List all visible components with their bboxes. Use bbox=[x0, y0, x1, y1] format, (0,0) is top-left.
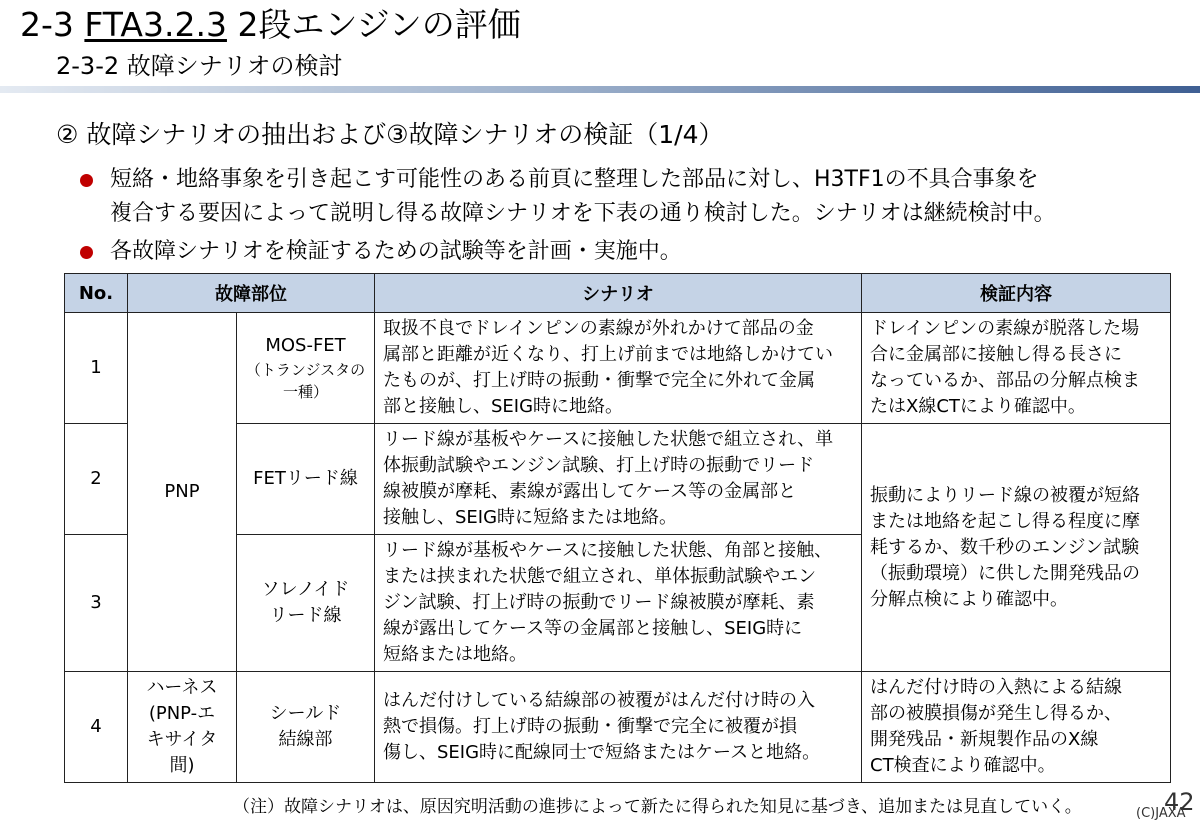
section-title: ② 故障シナリオの抽出および③故障シナリオの検証（1/4） bbox=[56, 120, 724, 149]
title-prefix: 2-3 bbox=[20, 5, 74, 44]
verification-cell: ドレインピンの素線が脱落した場 合に金属部に接触し得る長さに なっているか、部品の分解点検ま たはX線CTにより確認中。 bbox=[862, 313, 1171, 424]
failure-scenario-table bbox=[64, 273, 1171, 783]
scenario-cell: 取扱不良でドレインピンの素線が外れかけて部品の金 属部と距離が近くなり、打上げ前までは地絡しかけてい たものが、打上げ時の振動・衝撃で完全に外れて金属 部と接触し、SEIG時に地絡。 bbox=[375, 313, 862, 424]
scenario-cell: はんだ付けしている結線部の被覆がはんだ付け時の入 熱で損傷。打上げ時の振動・衝撃で完全に被覆が損 傷し、SEIG時に配線同士で短絡またはケースと地絡。 bbox=[375, 672, 862, 783]
component-cell: FETリード線 bbox=[237, 424, 375, 535]
failure-part-cell: ハーネス (PNP-エ キサイタ 間) bbox=[128, 672, 237, 783]
component-name: MOS-FET bbox=[265, 335, 346, 356]
table-row bbox=[65, 313, 1171, 424]
scenario-cell: リード線が基板やケースに接触した状態で組立され、単 体振動試験やエンジン試験、打上げ時の振動でリード 線被膜が摩耗、素線が露出してケース等の金属部と 接触し、SEIG時に短絡または地絡。 bbox=[375, 424, 862, 535]
header-no: No. bbox=[65, 274, 128, 313]
component-note: （トランジスタの 一種） bbox=[245, 361, 366, 401]
title-text: 2段エンジンの評価 bbox=[237, 5, 521, 44]
slide-header bbox=[0, 0, 1200, 95]
header-scenario: シナリオ bbox=[375, 274, 862, 313]
slide-subtitle: 2-3-2 故障シナリオの検討 bbox=[56, 52, 343, 80]
title-fta-number: FTA3.2.3 bbox=[84, 5, 227, 44]
row-number: 2 bbox=[65, 424, 128, 535]
header-failure-part: 故障部位 bbox=[128, 274, 375, 313]
scenario-cell: リード線が基板やケースに接触した状態、角部と接触、 または挟まれた状態で組立され、単体振動試験やエン ジン試験、打上げ時の振動でリード線被膜が摩耗、素 線が露出してケース等の金属部と接触し、SEIG時に 短絡または地絡。 bbox=[375, 535, 862, 672]
bullet-text: 各故障シナリオを検証するための試験等を計画・実施中。 bbox=[110, 239, 682, 264]
slide-title bbox=[20, 4, 521, 46]
component-cell: シールド 結線部 bbox=[237, 672, 375, 783]
header-verification: 検証内容 bbox=[862, 274, 1171, 313]
failure-part-cell: PNP bbox=[128, 313, 237, 672]
table-row bbox=[65, 672, 1171, 783]
verification-cell: はんだ付け時の入熱による結線 部の被膜損傷が発生し得るか、 開発残品・新規製作品のX線 CT検査により確認中。 bbox=[862, 672, 1171, 783]
component-cell: ソレノイド リード線 bbox=[237, 535, 375, 672]
verification-cell: 振動によりリード線の被覆が短絡 または地絡を起こし得る程度に摩 耗するか、数千秒のエンジン試験 （振動環境）に供した開発残品の 分解点検により確認中。 bbox=[862, 424, 1171, 672]
header-divider-bar bbox=[0, 86, 1200, 93]
row-number: 4 bbox=[65, 672, 128, 783]
row-number: 3 bbox=[65, 535, 128, 672]
copyright-notice: (C)JAXA bbox=[1136, 806, 1186, 821]
bullet-text: 短絡・地絡事象を引き起こす可能性のある前頁に整理した部品に対し、H3TF1の不具合事象を 複合する要因によって説明し得る故障シナリオを下表の通り検討した。シナリオは継続検討中。 bbox=[110, 167, 1056, 226]
component-cell bbox=[237, 313, 375, 424]
bullet-item bbox=[80, 163, 1190, 231]
bullet-dot-icon bbox=[80, 174, 93, 187]
page-number: 42 bbox=[1164, 788, 1195, 816]
bullet-item bbox=[80, 235, 1190, 269]
bullet-dot-icon bbox=[80, 246, 93, 259]
footnote: （注）故障シナリオは、原因究明活動の進捗によって新たに得られた知見に基づき、追加または見直していく。 bbox=[233, 797, 1082, 817]
table-header-row bbox=[65, 274, 1171, 313]
row-number: 1 bbox=[65, 313, 128, 424]
